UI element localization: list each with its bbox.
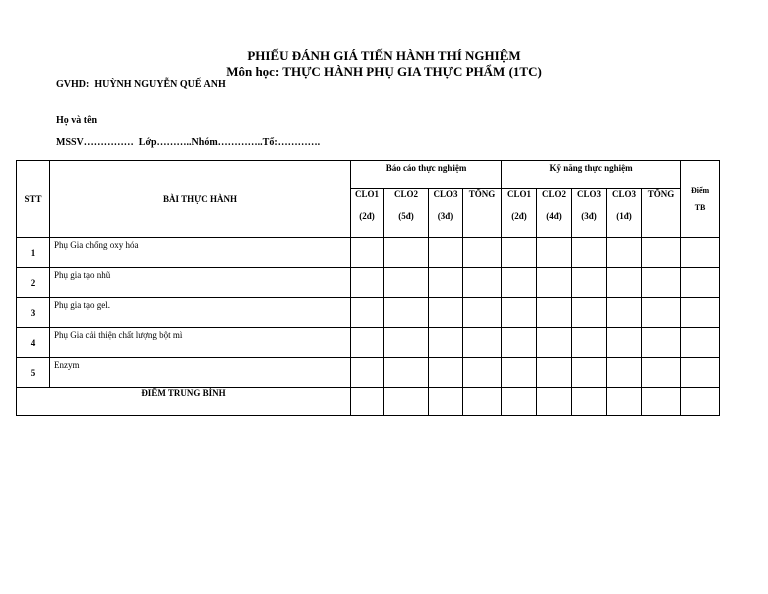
score-cell[interactable] — [642, 298, 681, 328]
col-header-report-clo1 — [351, 189, 384, 238]
score-cell[interactable] — [502, 358, 537, 388]
score-cell[interactable] — [429, 238, 463, 268]
table-row — [17, 238, 720, 268]
score-header-line1: Điểm — [690, 186, 710, 195]
score-cell[interactable] — [429, 298, 463, 328]
col-name: CLO2 — [393, 189, 418, 199]
score-cell[interactable] — [537, 358, 572, 388]
score-cell[interactable] — [607, 298, 642, 328]
score-cell[interactable] — [572, 388, 607, 416]
evaluation-table — [16, 160, 720, 416]
score-cell[interactable] — [384, 238, 429, 268]
table-row — [17, 298, 720, 328]
average-label: ĐIỂM TRUNG BÌNH — [17, 388, 351, 416]
score-cell[interactable] — [572, 358, 607, 388]
score-cell[interactable] — [463, 268, 502, 298]
score-cell[interactable] — [463, 358, 502, 388]
col-header-report-total — [463, 189, 502, 238]
col-name: TỔNG — [647, 189, 675, 199]
score-cell[interactable] — [463, 238, 502, 268]
col-header-skill-clo3b — [607, 189, 642, 238]
col-points: (3đ) — [581, 211, 597, 221]
score-cell[interactable] — [384, 358, 429, 388]
table-row — [17, 358, 720, 388]
score-cell[interactable] — [351, 268, 384, 298]
col-header-lesson: BÀI THỰC HÀNH — [50, 161, 351, 238]
table-row — [17, 328, 720, 358]
col-points: (2đ) — [359, 211, 375, 221]
col-name: CLO3 — [612, 189, 637, 199]
instructor-line: GVHD: HUỲNH NGUYỄN QUẾ ANH — [56, 79, 226, 90]
score-cell[interactable] — [351, 328, 384, 358]
student-id-line: MSSV…………… Lớp………..Nhóm…………..Tổ:…………. — [56, 137, 321, 148]
score-cell[interactable] — [607, 328, 642, 358]
col-points: (4đ) — [546, 211, 562, 221]
average-row — [17, 388, 720, 416]
row-index: 2 — [17, 268, 50, 298]
score-cell[interactable] — [502, 238, 537, 268]
row-lesson: Phụ Gia chống oxy hóa — [50, 238, 351, 268]
score-cell[interactable] — [351, 298, 384, 328]
col-header-score — [681, 161, 720, 238]
form-title: PHIẾU ĐÁNH GIÁ TIẾN HÀNH THÍ NGHIỆM — [247, 48, 521, 63]
score-cell[interactable] — [537, 298, 572, 328]
score-cell[interactable] — [384, 298, 429, 328]
score-cell[interactable] — [502, 298, 537, 328]
score-cell[interactable] — [681, 358, 720, 388]
row-index: 1 — [17, 238, 50, 268]
score-cell[interactable] — [502, 328, 537, 358]
header-row-groups — [17, 161, 720, 189]
col-header-skill-clo3 — [572, 189, 607, 238]
score-cell[interactable] — [429, 358, 463, 388]
score-cell[interactable] — [607, 358, 642, 388]
score-cell[interactable] — [642, 358, 681, 388]
col-header-skill-clo1 — [502, 189, 537, 238]
score-cell[interactable] — [429, 388, 463, 416]
group-header-skill: Kỹ năng thực nghiệm — [502, 161, 681, 189]
score-cell[interactable] — [681, 238, 720, 268]
col-name: CLO3 — [433, 189, 458, 199]
score-cell[interactable] — [384, 388, 429, 416]
score-cell[interactable] — [351, 238, 384, 268]
row-lesson: Phụ Gia cải thiện chất lượng bột mì — [50, 328, 351, 358]
score-header-line2: TB — [694, 203, 706, 212]
score-cell[interactable] — [572, 328, 607, 358]
score-cell[interactable] — [607, 238, 642, 268]
col-name: CLO1 — [507, 189, 532, 199]
score-cell[interactable] — [572, 268, 607, 298]
score-cell[interactable] — [642, 328, 681, 358]
group-header-report: Báo cáo thực nghiệm — [351, 161, 502, 189]
col-points: (5đ) — [398, 211, 414, 221]
score-cell[interactable] — [681, 388, 720, 416]
col-points: (3đ) — [437, 211, 454, 221]
score-cell[interactable] — [642, 268, 681, 298]
col-name: CLO1 — [354, 189, 379, 199]
table-row — [17, 268, 720, 298]
score-cell[interactable] — [351, 358, 384, 388]
score-cell[interactable] — [572, 298, 607, 328]
score-cell[interactable] — [537, 268, 572, 298]
col-header-stt: STT — [17, 161, 50, 238]
score-cell[interactable] — [681, 298, 720, 328]
col-name: CLO2 — [542, 189, 567, 199]
row-lesson: Enzym — [50, 358, 351, 388]
score-cell[interactable] — [537, 238, 572, 268]
score-cell[interactable] — [429, 268, 463, 298]
score-cell[interactable] — [537, 388, 572, 416]
col-name: CLO3 — [577, 189, 602, 199]
row-index: 5 — [17, 358, 50, 388]
col-header-skill-total — [642, 189, 681, 238]
score-cell[interactable] — [642, 238, 681, 268]
score-cell[interactable] — [384, 328, 429, 358]
score-cell[interactable] — [537, 328, 572, 358]
score-cell[interactable] — [572, 238, 607, 268]
row-lesson: Phụ gia tạo gel. — [50, 298, 351, 328]
score-cell[interactable] — [384, 268, 429, 298]
score-cell[interactable] — [463, 388, 502, 416]
col-header-report-clo2 — [384, 189, 429, 238]
student-name-label: Họ và tên — [56, 115, 98, 126]
col-header-report-clo3 — [429, 189, 463, 238]
score-cell[interactable] — [502, 388, 537, 416]
col-header-skill-clo2 — [537, 189, 572, 238]
score-cell[interactable] — [607, 268, 642, 298]
score-cell[interactable] — [429, 328, 463, 358]
score-cell[interactable] — [351, 388, 384, 416]
row-lesson: Phụ gia tạo nhũ — [50, 268, 351, 298]
score-cell[interactable] — [681, 328, 720, 358]
subject-title: Môn học: THỰC HÀNH PHỤ GIA THỰC PHẨM (1TC) — [226, 64, 542, 79]
score-cell[interactable] — [607, 388, 642, 416]
row-index: 3 — [17, 298, 50, 328]
col-points: (1đ) — [616, 211, 632, 221]
col-name: TỔNG — [468, 189, 496, 199]
score-cell[interactable] — [463, 328, 502, 358]
score-cell[interactable] — [642, 388, 681, 416]
score-cell[interactable] — [463, 298, 502, 328]
col-points: (2đ) — [511, 211, 527, 221]
row-index: 4 — [17, 328, 50, 358]
score-cell[interactable] — [681, 268, 720, 298]
score-cell[interactable] — [502, 268, 537, 298]
